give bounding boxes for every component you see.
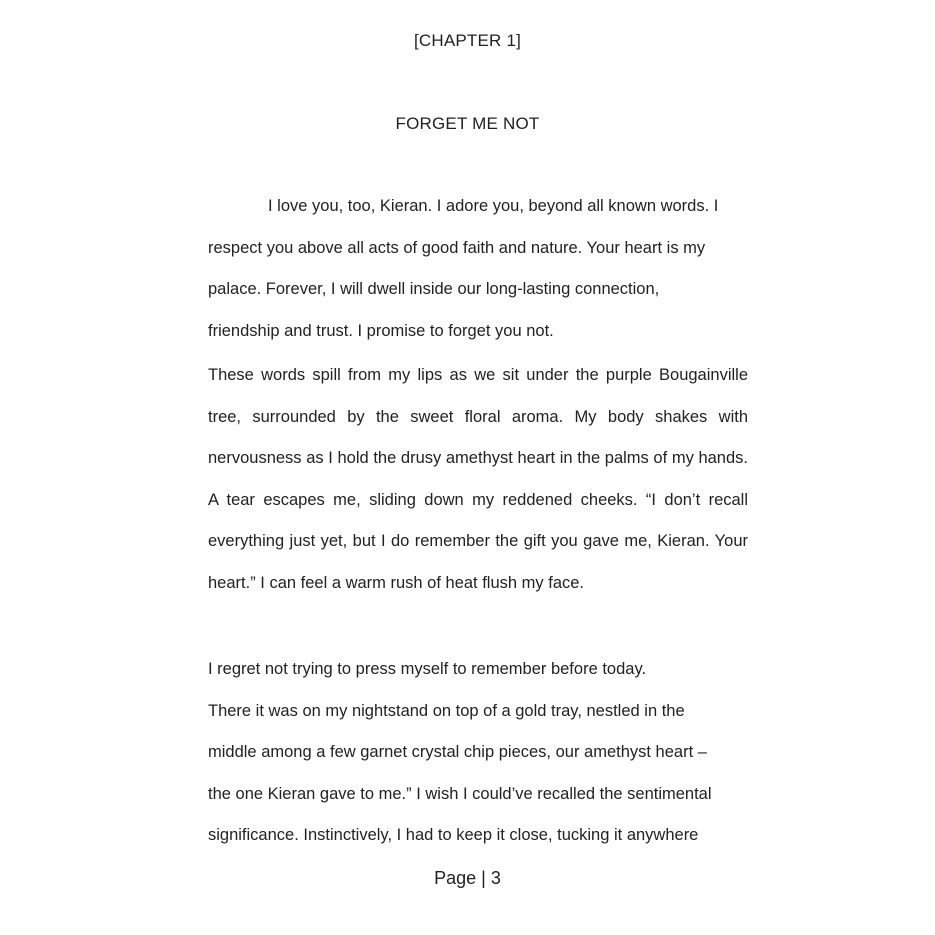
paragraph-3 (208, 649, 748, 857)
text-line: There it was on my nightstand on top of a gold tray, nestled in the (208, 701, 685, 720)
text-line: A tear escapes me, sliding down my reddened cheeks. “I don’t recall (208, 490, 748, 509)
page-number: Page | 3 (434, 868, 501, 888)
paragraph-2 (208, 355, 748, 604)
text-line: palace. Forever, I will dwell inside our long-lasting connection, (208, 280, 660, 298)
text-line: friendship and trust. I promise to forget you not. (208, 321, 554, 340)
chapter-number: [CHAPTER 1] (413, 31, 522, 50)
paragraph-1 (208, 186, 748, 352)
text-line: I love you, too, Kieran. I adore you, beyond all known words. I (268, 197, 719, 215)
text-line: significance. Instinctively, I had to keep it close, tucking it anywhere (208, 826, 699, 844)
text-line: the one Kieran gave to me.” I wish I could’ve recalled the sentimental (208, 784, 712, 803)
text-line: I regret not trying to press myself to remember before today. (208, 660, 647, 678)
text-line: everything just yet, but I do remember the gift you gave me, Kieran. Your (208, 532, 748, 550)
text-line: respect you above all acts of good faith and nature. Your heart is my (208, 238, 706, 257)
text-line: middle among a few garnet crystal chip pieces, our amethyst heart – (208, 743, 707, 761)
text-line: nervousness as I hold the drusy amethyst heart in the palms of my hands. (208, 449, 748, 467)
text-line: These words spill from my lips as we sit under the purple Bougainville (208, 366, 748, 384)
text-line: heart.” I can feel a warm rush of heat flush my face. (208, 573, 585, 592)
text-line: tree, surrounded by the sweet floral aroma. My body shakes with (208, 407, 748, 426)
chapter-title: FORGET ME NOT (395, 114, 540, 133)
